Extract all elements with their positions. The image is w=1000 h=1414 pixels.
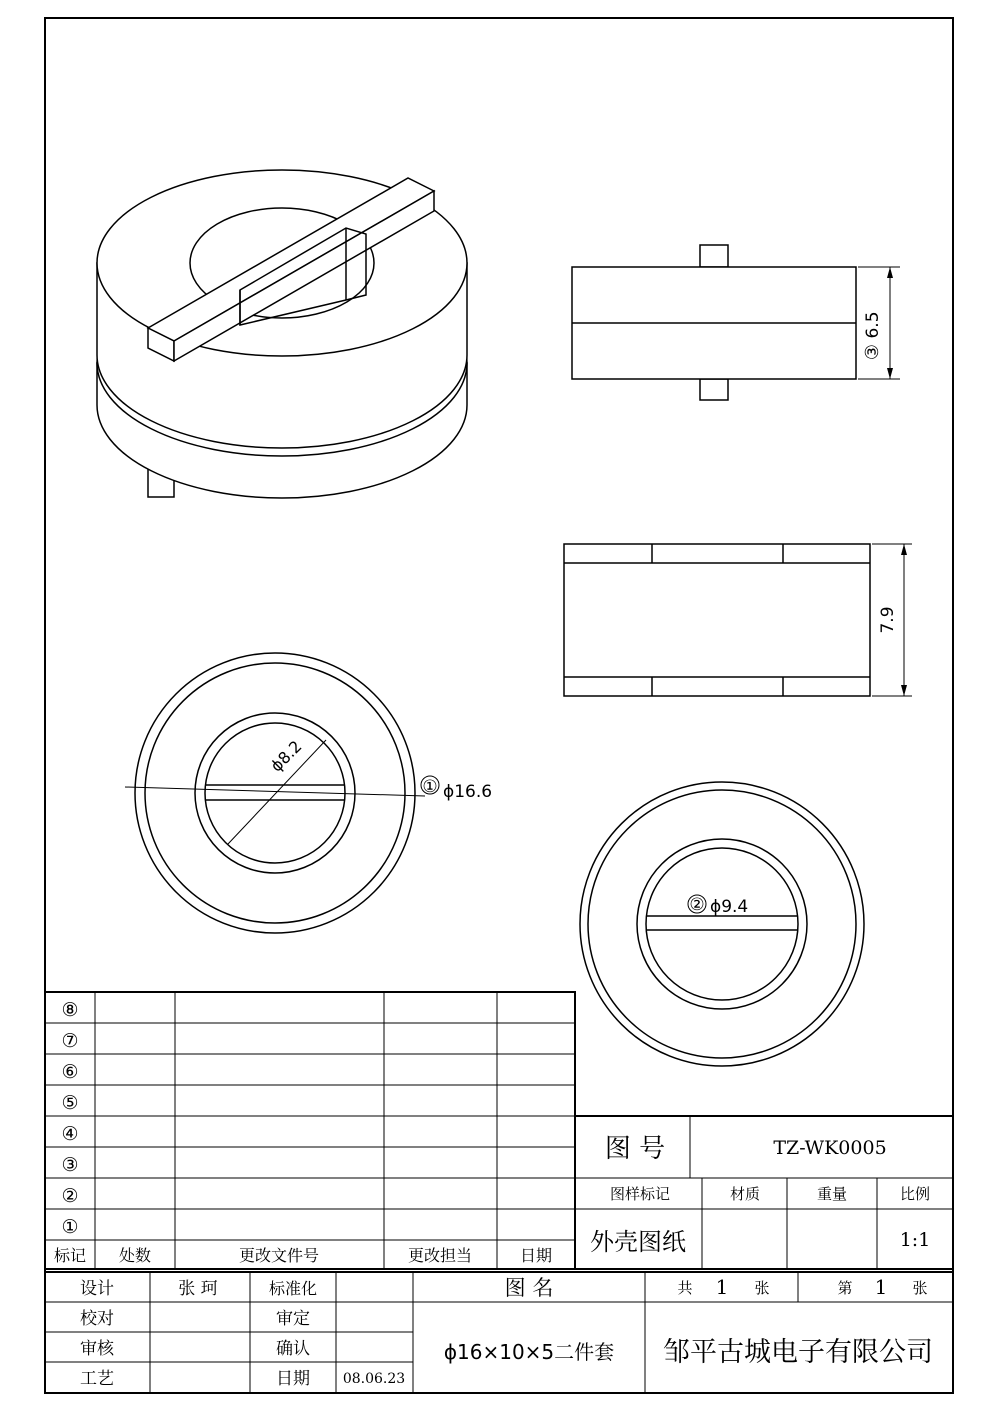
- approve-label: 审定: [276, 1309, 310, 1329]
- part-type: 外壳图纸: [590, 1228, 686, 1256]
- header-count: 处数: [118, 1246, 152, 1265]
- design-label: 设计: [80, 1279, 114, 1299]
- inner-diameter-top-label: ϕ8.2: [266, 736, 306, 776]
- material-label: 材质: [729, 1185, 761, 1203]
- header-mark: 标记: [53, 1246, 87, 1265]
- process-label: 工艺: [80, 1369, 114, 1389]
- scale-value: 1:1: [899, 1229, 931, 1251]
- total-value: 1: [715, 1275, 729, 1299]
- sample-mark-label: 图样标记: [609, 1185, 671, 1203]
- scale-label: 比例: [899, 1185, 931, 1203]
- top-view: [125, 653, 439, 933]
- header-person: 更改担当: [407, 1246, 473, 1265]
- sheet-value: 1: [874, 1275, 888, 1299]
- revision-row-5: ⑤: [61, 1092, 79, 1114]
- bottom-view: [580, 782, 864, 1066]
- revision-row-1: ①: [61, 1216, 79, 1238]
- standard-label: 标准化: [268, 1279, 318, 1298]
- confirm-label: 确认: [276, 1339, 310, 1359]
- drawing-name-label: 图 名: [504, 1276, 554, 1300]
- review-label: 审核: [80, 1339, 114, 1359]
- date-value: 08.06.23: [342, 1371, 406, 1387]
- callout-3-label: ③: [862, 343, 883, 361]
- weight-label: 重量: [816, 1185, 848, 1203]
- revision-row-2: ②: [61, 1185, 79, 1207]
- side-view: [572, 245, 900, 400]
- date-label: 日期: [276, 1369, 310, 1389]
- sheet-unit-2: 张: [912, 1279, 928, 1297]
- callout-1-label: ①: [422, 777, 438, 797]
- designer-name: 张 珂: [178, 1279, 218, 1299]
- drawing-name: ϕ16×10×5二件套: [443, 1340, 615, 1364]
- check-label: 校对: [80, 1309, 114, 1329]
- total-label: 共: [677, 1279, 693, 1297]
- revision-row-4: ④: [61, 1123, 79, 1145]
- sheet-label: 第: [837, 1279, 853, 1297]
- revision-row-7: ⑦: [61, 1030, 79, 1052]
- drawing-no-label: 图 号: [604, 1134, 666, 1164]
- header-date: 日期: [519, 1246, 553, 1265]
- revision-row-6: ⑥: [61, 1061, 79, 1083]
- sheet-unit-1: 张: [754, 1279, 770, 1297]
- revision-table: [45, 992, 575, 1269]
- section-view: [564, 544, 912, 696]
- isometric-view: [97, 170, 467, 498]
- revision-row-8: ⑧: [61, 999, 79, 1021]
- callout-2-label: ②: [689, 895, 705, 915]
- revision-row-3: ③: [61, 1154, 79, 1176]
- company-name: 邹平古城电子有限公司: [663, 1337, 933, 1368]
- height-side-label: 6.5: [863, 311, 883, 339]
- height-section-label: 7.9: [878, 606, 898, 634]
- outer-diameter-label: ϕ16.6: [443, 782, 493, 802]
- inner-diameter-bottom-label: ϕ9.4: [710, 897, 749, 917]
- header-doc: 更改文件号: [238, 1246, 320, 1265]
- drawing-no: TZ-WK0005: [773, 1137, 887, 1159]
